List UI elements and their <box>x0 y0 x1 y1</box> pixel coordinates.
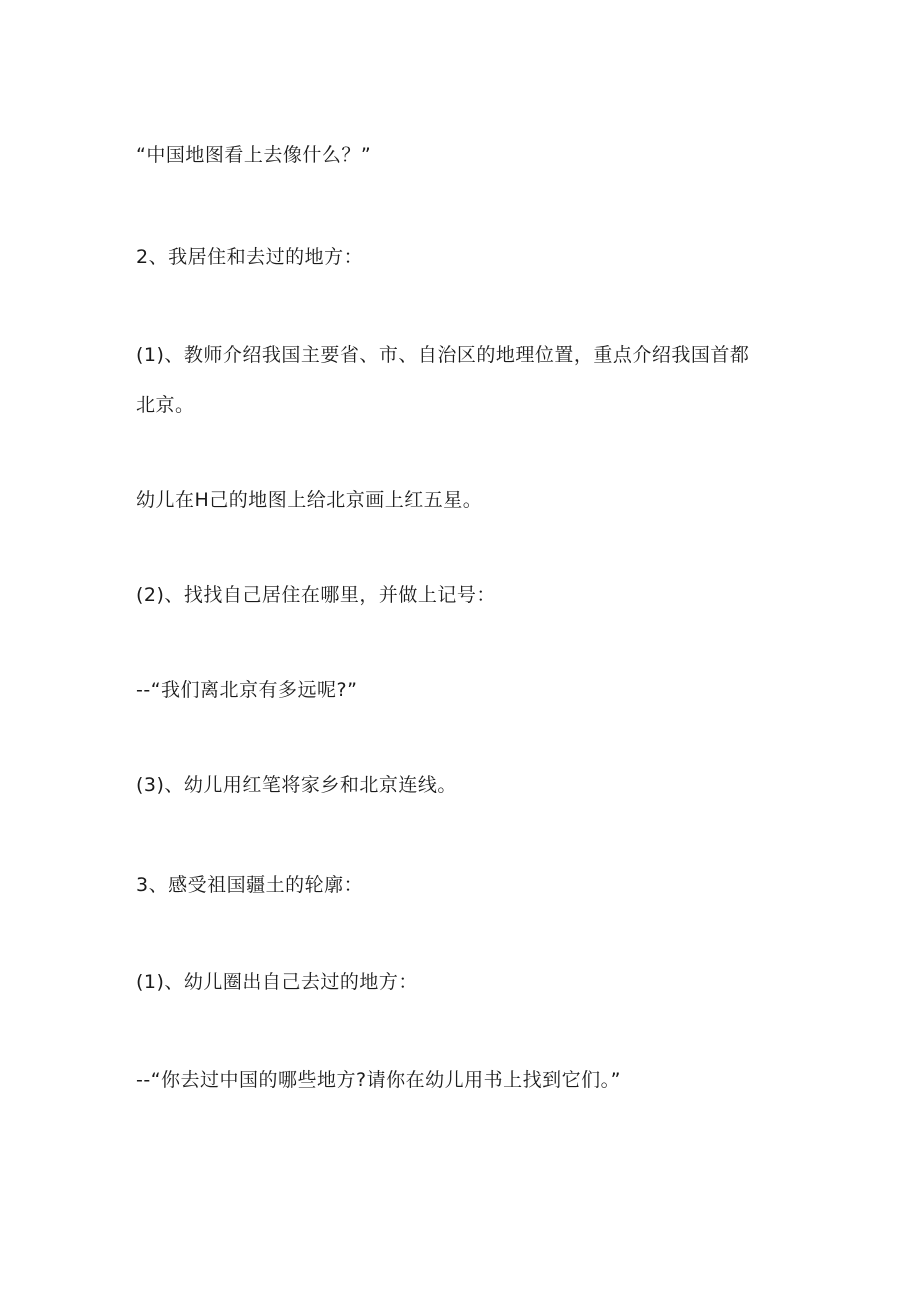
quote-line-distance: --“我们离北京有多远呢?” <box>136 679 358 701</box>
item-3-line: (3)、幼儿用红笔将家乡和北京连线。 <box>136 774 457 796</box>
item-1-line-1: (1)、教师介绍我国主要省、市、自治区的地理位置，重点介绍我国首都 <box>136 344 750 366</box>
quote-line-china-map: “中国地图看上去像什么？” <box>136 144 372 166</box>
item-3-1-line: (1)、幼儿圈出自己去过的地方： <box>136 971 418 993</box>
item-2-line: (2)、找找自己居住在哪里，并做上记号： <box>136 584 496 606</box>
section-heading-2: 2、我居住和去过的地方： <box>136 246 364 268</box>
quote-line-places: --“你去过中国的哪些地方?请你在幼儿用书上找到它们。” <box>136 1069 621 1091</box>
paragraph-red-star: 幼儿在H己的地图上给北京画上红五星。 <box>136 489 483 511</box>
section-heading-3: 3、感受祖国疆土的轮廓： <box>136 874 364 896</box>
item-1-line-2: 北京。 <box>136 394 195 416</box>
